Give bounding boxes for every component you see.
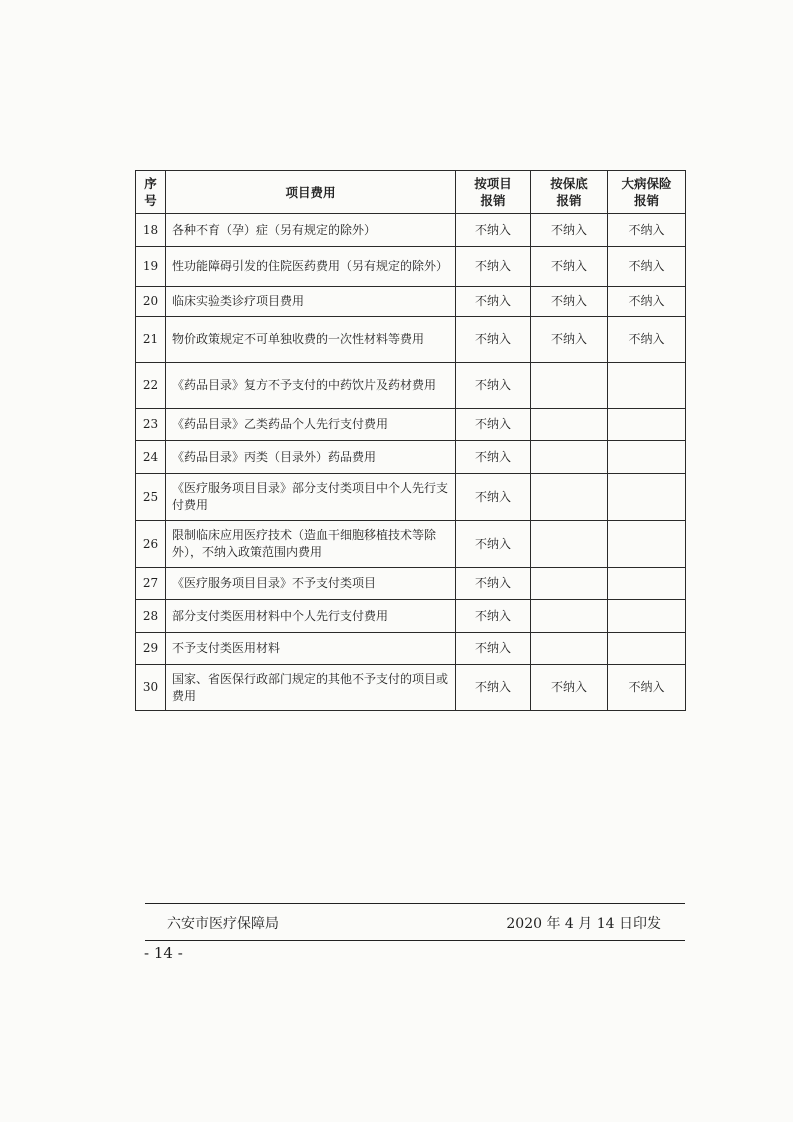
table-row [136, 568, 686, 600]
row-major-illness-value [608, 441, 686, 474]
row-major-illness-value: 不纳入 [608, 214, 686, 247]
table-row [136, 409, 686, 441]
row-expense-item: 《医疗服务项目目录》部分支付类项目中个人先行支付费用 [166, 474, 456, 521]
row-by-item-value: 不纳入 [456, 409, 531, 441]
row-expense-item: 《药品目录》乙类药品个人先行支付费用 [166, 409, 456, 441]
row-by-item-value: 不纳入 [456, 287, 531, 317]
row-expense-item: 各种不育（孕）症（另有规定的除外） [166, 214, 456, 247]
row-serial-number: 29 [136, 633, 166, 665]
expense-table [135, 170, 686, 711]
table-row [136, 214, 686, 247]
row-by-item-value: 不纳入 [456, 214, 531, 247]
header-serial: 序 号 [136, 171, 166, 214]
table-header-row [136, 171, 686, 214]
row-major-illness-value [608, 633, 686, 665]
row-serial-number: 30 [136, 665, 166, 711]
header-item: 项目费用 [166, 171, 456, 214]
row-major-illness-value [608, 409, 686, 441]
issuer-name: 六安市医疗保障局 [167, 916, 279, 932]
row-expense-item: 部分支付类医用材料中个人先行支付费用 [166, 600, 456, 633]
header-by-item: 按项目 报销 [456, 171, 531, 214]
row-by-item-value: 不纳入 [456, 247, 531, 287]
row-by-floor-value [531, 521, 608, 568]
row-by-floor-value [531, 600, 608, 633]
row-serial-number: 28 [136, 600, 166, 633]
row-serial-number: 25 [136, 474, 166, 521]
row-expense-item: 《医疗服务项目目录》不予支付类项目 [166, 568, 456, 600]
row-serial-number: 18 [136, 214, 166, 247]
table-row [136, 600, 686, 633]
table-row [136, 633, 686, 665]
row-serial-number: 23 [136, 409, 166, 441]
row-serial-number: 21 [136, 317, 166, 363]
row-expense-item: 不予支付类医用材料 [166, 633, 456, 665]
row-by-item-value: 不纳入 [456, 441, 531, 474]
table-row [136, 441, 686, 474]
table-row [136, 521, 686, 568]
row-by-floor-value [531, 474, 608, 521]
row-by-floor-value: 不纳入 [531, 665, 608, 711]
row-major-illness-value [608, 568, 686, 600]
row-major-illness-value: 不纳入 [608, 287, 686, 317]
issue-date: 2020 年 4 月 14 日印发 [506, 916, 661, 932]
row-serial-number: 26 [136, 521, 166, 568]
issuance-footer [145, 903, 685, 941]
row-serial-number: 20 [136, 287, 166, 317]
row-by-item-value: 不纳入 [456, 633, 531, 665]
table-row [136, 363, 686, 409]
row-expense-item: 临床实验类诊疗项目费用 [166, 287, 456, 317]
page-number: - 14 - [144, 944, 183, 962]
row-by-item-value: 不纳入 [456, 600, 531, 633]
row-by-floor-value: 不纳入 [531, 247, 608, 287]
table-row [136, 474, 686, 521]
row-by-item-value: 不纳入 [456, 521, 531, 568]
table-row [136, 287, 686, 317]
row-expense-item: 性功能障碍引发的住院医药费用（另有规定的除外） [166, 247, 456, 287]
row-expense-item: 限制临床应用医疗技术（造血干细胞移植技术等除外），不纳入政策范围内费用 [166, 521, 456, 568]
row-by-item-value: 不纳入 [456, 363, 531, 409]
header-major-illness: 大病保险 报销 [608, 171, 686, 214]
table-row [136, 247, 686, 287]
row-by-floor-value: 不纳入 [531, 214, 608, 247]
row-expense-item: 物价政策规定不可单独收费的一次性材料等费用 [166, 317, 456, 363]
row-serial-number: 22 [136, 363, 166, 409]
row-major-illness-value: 不纳入 [608, 247, 686, 287]
row-major-illness-value: 不纳入 [608, 665, 686, 711]
row-serial-number: 27 [136, 568, 166, 600]
row-by-floor-value: 不纳入 [531, 287, 608, 317]
row-by-floor-value [531, 568, 608, 600]
row-by-floor-value: 不纳入 [531, 317, 608, 363]
row-by-item-value: 不纳入 [456, 474, 531, 521]
row-by-floor-value [531, 633, 608, 665]
table-row [136, 317, 686, 363]
row-by-item-value: 不纳入 [456, 665, 531, 711]
row-by-floor-value [531, 441, 608, 474]
row-by-floor-value [531, 409, 608, 441]
row-major-illness-value [608, 600, 686, 633]
row-expense-item: 国家、省医保行政部门规定的其他不予支付的项目或费用 [166, 665, 456, 711]
header-by-floor: 按保底 报销 [531, 171, 608, 214]
row-major-illness-value: 不纳入 [608, 317, 686, 363]
row-expense-item: 《药品目录》丙类（目录外）药品费用 [166, 441, 456, 474]
row-serial-number: 19 [136, 247, 166, 287]
row-major-illness-value [608, 474, 686, 521]
table-row [136, 665, 686, 711]
row-major-illness-value [608, 521, 686, 568]
row-serial-number: 24 [136, 441, 166, 474]
row-by-item-value: 不纳入 [456, 568, 531, 600]
row-expense-item: 《药品目录》复方不予支付的中药饮片及药材费用 [166, 363, 456, 409]
row-by-item-value: 不纳入 [456, 317, 531, 363]
row-by-floor-value [531, 363, 608, 409]
row-major-illness-value [608, 363, 686, 409]
